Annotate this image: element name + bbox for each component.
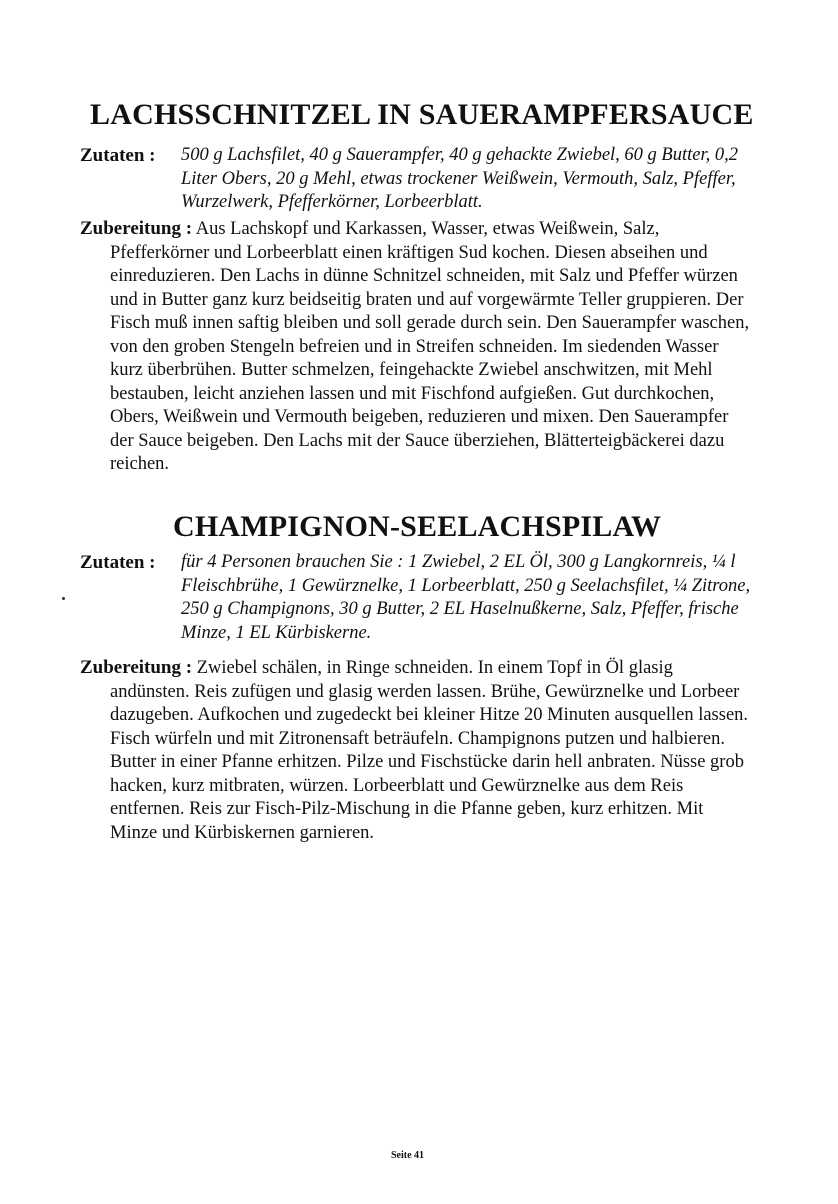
- ingredients-block-lachsschnitzel: [80, 144, 778, 215]
- ingredients-block-seelachspilaw: [80, 551, 778, 645]
- page-number: Seite 41: [391, 1150, 425, 1161]
- preparation-text: Aus Lachskopf und Karkassen, Wasser, etwas Weißwein, Salz, Pfefferkörner und Lorbeerblatt einen kräftigen Sud kochen. Diesen abseihen und einreduzieren. Den Lachs in dünne Schnitzel schneiden, mit Salz und Pfeffer würzen und in Butter ganz kurz beidseitig braten und auf vorgewärmte Teller gruppieren. Der Fisch muß innen saftig bleiben und soll gerade durch sein. Den Sauerampfer waschen, von den groben Stengeln befreien und in Streifen schneiden. Im siedenden Wasser kurz überbrühen. Butter schmelzen, feingehackte Zwiebel anschwitzen, mit Mehl bestauben, leicht anziehen lassen und mit Fischfond aufgießen. Gut durchkochen, Obers, Weißwein und Vermouth beigeben, reduzieren und mixen. Den Sauerampfer der Sauce beigeben. Den Lachs mit der Sauce überziehen, Blätterteigbäckerei dazu reichen.: [110, 219, 750, 474]
- recipe-title-lachsschnitzel: LACHSSCHNITZEL IN SAUERAMPFERSAUCE: [90, 98, 754, 131]
- ingredients-text: 500 g Lachsfilet, 40 g Sauerampfer, 40 g gehackte Zwiebel, 60 g Butter, 0,2 Liter Obers, 20 g Mehl, etwas trockener Weißwein, Vermouth, Salz, Pfeffer, Wurzelwerk, Pfefferkörner, Lorbeerblatt.: [181, 145, 738, 212]
- preparation-text: Zwiebel schälen, in Ringe schneiden. In einem Topf in Öl glasig andünsten. Reis zufügen und glasig werden lassen. Brühe, Gewürznelke und Lorbeer dazugeben. Aufkochen und zugedeckt bei kleiner Hitze 20 Minuten ausquellen lassen. Fisch würfeln und mit Zitronensaft beträufeln. Champignons putzen und halbieren. Butter in einer Pfanne erhitzen. Pilze und Fischstücke darin hell anbraten. Nüsse grob hacken, kurz mitbraten, würzen. Lorbeerblatt und Gewürznelke aus dem Reis entfernen. Reis zur Fisch-Pilz-Mischung in die Pfanne geben, kurz erhitzen. Mit Minze und Kürbiskernen garnieren.: [110, 658, 749, 843]
- ingredients-label: Zutaten :: [80, 552, 156, 573]
- ingredients-label: Zutaten :: [80, 145, 156, 166]
- recipe-title-seelachspilaw: CHAMPIGNON-SEELACHSPILAW: [173, 510, 662, 543]
- preparation-block-lachsschnitzel: [80, 217, 752, 477]
- preparation-label: Zubereitung :: [80, 657, 193, 678]
- preparation-block-seelachspilaw: [80, 656, 752, 845]
- preparation-label: Zubereitung :: [80, 218, 193, 239]
- scan-speck: [62, 597, 65, 600]
- ingredients-text: für 4 Personen brauchen Sie : 1 Zwiebel, 2 EL Öl, 300 g Langkornreis, ¼ l Fleischbrühe, 1 Gewürznelke, 1 Lorbeerblatt, 250 g Seelachsfilet, ¼ Zitrone, 250 g Champignons, 30 g Butter, 2 EL Haselnußkerne, Salz, Pfeffer, frische Minze, 1 EL Kürbiskerne.: [181, 552, 751, 643]
